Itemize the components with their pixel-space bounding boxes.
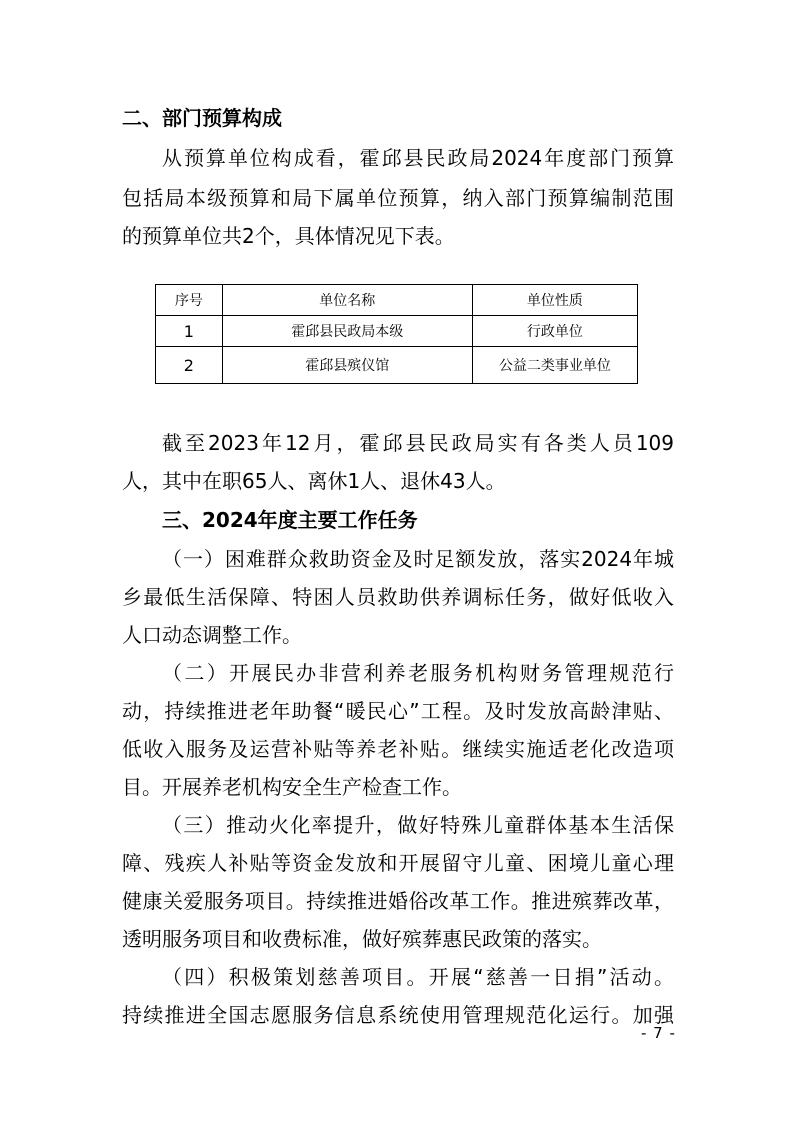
table-row <box>156 347 638 384</box>
paragraph-line: 包括局本级预算和局下属单位预算，纳入部门预算编制范围 <box>122 186 674 210</box>
paragraph-line: 低收入服务及运营补贴等养老补贴。继续实施适老化改造项 <box>122 737 674 761</box>
paragraph-line: 健康关爱服务项目。持续推进婚俗改革工作。推进殡葬改革， <box>122 889 674 913</box>
section-heading-budget-composition: 二、部门预算构成 <box>122 106 282 130</box>
paragraph-line: 透明服务项目和收费标准，做好殡葬惠民政策的落实。 <box>122 927 602 951</box>
paragraph-line: 人口动态调整工作。 <box>122 623 302 647</box>
section-heading-main-tasks: 三、2024年度主要工作任务 <box>162 508 418 532</box>
page-number: - 7 - <box>641 1024 676 1042</box>
paragraph-line: 人，其中在职65人、离休1人、退休43人。 <box>122 469 506 493</box>
paragraph-line: （三）推动火化率提升，做好特殊儿童群体基本生活保 <box>162 813 674 837</box>
budget-units-table <box>155 284 638 384</box>
paragraph-line: 截至2023年12月，霍邱县民政局实有各类人员109 <box>162 431 674 455</box>
paragraph-line: （二）开展民办非营利养老服务机构财务管理规范行 <box>162 661 674 685</box>
cell-unit-name: 霍邱县殡仪馆 <box>222 347 472 384</box>
paragraph-line: 动，持续推进老年助餐“暖民心”工程。及时发放高龄津贴、 <box>122 699 674 723</box>
paragraph-line: 乡最低生活保障、特困人员救助供养调标任务，做好低收入 <box>122 585 674 609</box>
cell-unit-type: 公益二类事业单位 <box>472 347 637 384</box>
table-row <box>156 316 638 347</box>
paragraph-line: 障、残疾人补贴等资金发放和开展留守儿童、困境儿童心理 <box>122 851 674 875</box>
table-header-row <box>156 285 638 316</box>
paragraph-line: 从预算单位构成看，霍邱县民政局2024年度部门预算 <box>162 146 674 170</box>
paragraph-line: （一）困难群众救助资金及时足额发放，落实2024年城 <box>162 547 674 571</box>
cell-index: 1 <box>156 316 223 347</box>
paragraph-line: 目。开展养老机构安全生产检查工作。 <box>122 775 462 799</box>
column-header-unit-name: 单位名称 <box>222 285 472 316</box>
paragraph-line: （四）积极策划慈善项目。开展“慈善一日捐”活动。 <box>162 965 674 989</box>
column-header-unit-type: 单位性质 <box>472 285 637 316</box>
paragraph-line: 的预算单位共2个，具体情况见下表。 <box>122 224 455 248</box>
cell-unit-name: 霍邱县民政局本级 <box>222 316 472 347</box>
column-header-index: 序号 <box>156 285 223 316</box>
paragraph-line: 持续推进全国志愿服务信息系统使用管理规范化运行。加强 <box>122 1003 674 1027</box>
cell-index: 2 <box>156 347 223 384</box>
cell-unit-type: 行政单位 <box>472 316 637 347</box>
